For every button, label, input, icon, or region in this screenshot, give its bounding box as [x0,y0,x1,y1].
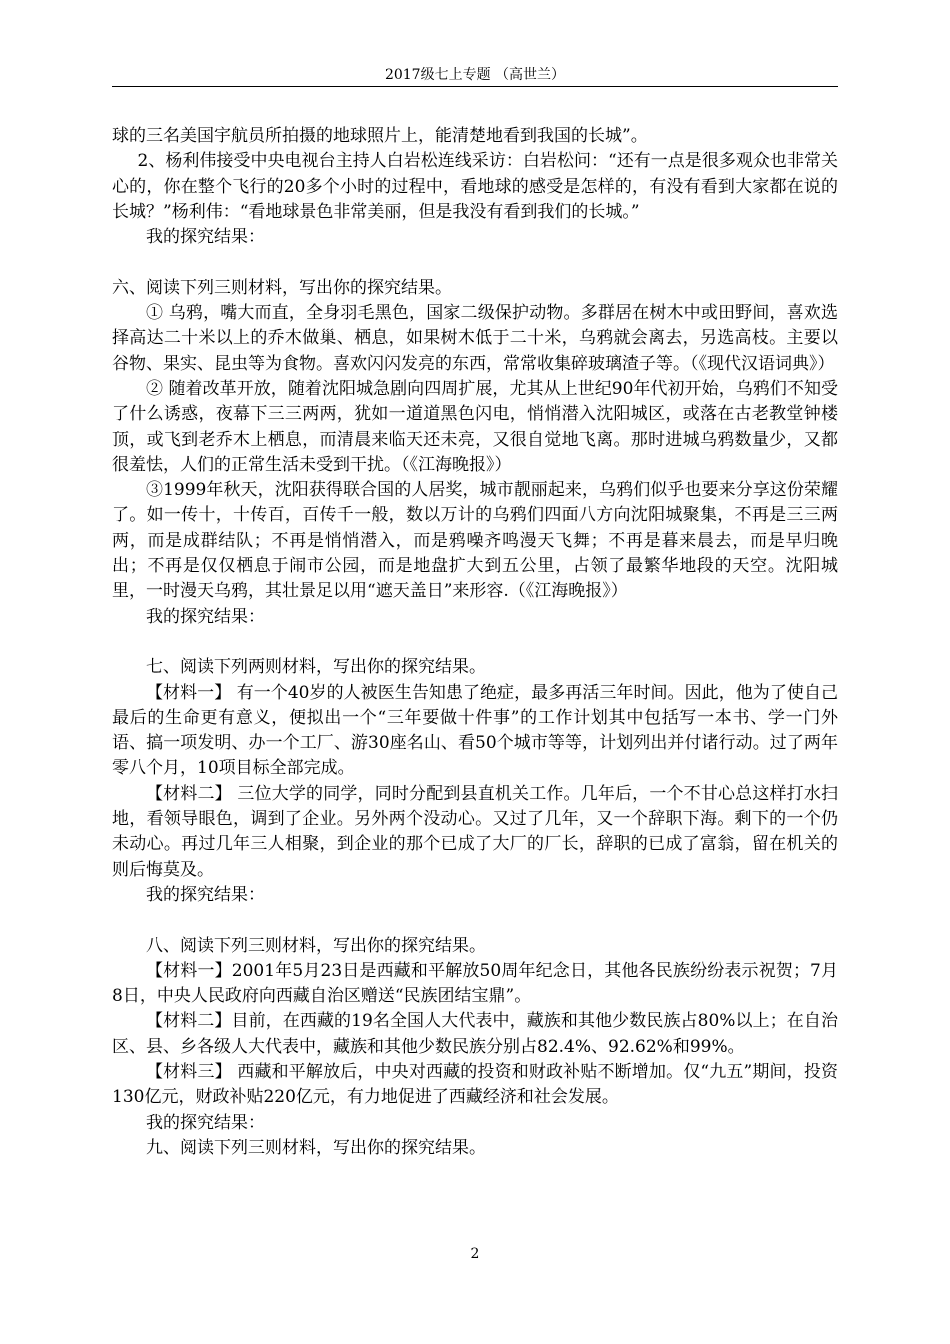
blank-line [112,250,838,275]
page-number: 2 [470,1246,480,1262]
section-6-title: 六、阅读下列三则材料，写出你的探究结果。 [112,277,452,298]
section-9-title: 九、阅读下列三则材料，写出你的探究结果。 [146,1137,486,1158]
section-8-material-3: 【材料三】 西藏和平解放后，中央对西藏的投资和财政补贴不断增加。仅“九五”期间，投资130亿元，财政补贴220亿元，有力地促进了西藏经济和社会发展。 [112,1061,838,1108]
blank-line [112,908,838,933]
section-8-material-1: 【材料一】2001年5月23日是西藏和平解放50周年纪念日，其他各民族纷纷表示祝贺；7月8日，中央人民政府向西藏自治区赠送“民族团结宝鼎”。 [112,960,838,1007]
section-8-material-2: 【材料二】目前，在西藏的19名全国人大代表中，藏族和其他少数民族占80%以上；在自治区、县、乡各级人大代表中，藏族和其他少数民族分别占82.4%、92.62%和99%。 [112,1011,838,1057]
page-header: 2017级七上专题 （高世兰） [384,67,566,83]
result-prompt: 我的探究结果： [146,227,265,248]
section-6-material-1: ① 乌鸦，嘴大而直，全身羽毛黑色，国家二级保护动物。多群居在树木中或田野间，喜欢选择高达二十米以上的乔木做巢、栖息，如果树木低于二十米，乌鸦就会离去，另选高枝。主要以谷物、果实、昆虫等为食物。喜欢闪闪发亮的东西，常常收集碎玻璃渣子等。（《现代汉语词典》） [112,303,838,374]
result-prompt: 我的探究结果： [146,1112,265,1133]
result-prompt: 我的探究结果： [146,884,265,905]
section-7-material-1: 【材料一】 有一个40岁的人被医生告知患了绝症，最多再活三年时间。因此，他为了使自己最后的生命更有意义，便拟出一个“三年要做十件事”的工作计划其中包括写一本书、学一门外语、搞一项发明、办一个工厂、游30座名山、看50个城市等等，计划列出并付诸行动。过了两年零八个月，10项目标全部完成。 [112,682,838,779]
header-divider [112,86,838,87]
result-prompt: 我的探究结果： [146,606,265,627]
section-7-material-2: 【材料二】 三位大学的同学，同时分配到县直机关工作。几年后，一个不甘心总这样打水扫地，看领导眼色，调到了企业。另外两个没动心。又过了几年，又一个辞职下海。剩下的一个仍未动心。再过几年三人相聚，到企业的那个已成了大厂的厂长，辞职的已成了富翁，留在机关的则后悔莫及。 [112,783,838,880]
section-8-title: 八、阅读下列三则材料，写出你的探究结果。 [146,935,486,956]
paragraph-continuation: 球的三名美国宇航员所拍摄的地球照片上，能清楚地看到我国的长城”。 [112,126,648,146]
paragraph-yang-liwei: 2、杨利伟接受中央电视台主持人白岩松连线采访：白岩松问：“还有一点是很多观众也非常关心的，你在整个飞行的20多个小时的过程中，看地球的感受是怎样的，有没有看到大家都在说的长城？”杨利伟：“看地球景色非常美丽，但是我没有看到我们的长城。” [112,151,838,222]
blank-line [112,630,838,655]
section-6-material-3: ③1999年秋天，沈阳获得联合国的人居奖，城市靓丽起来，乌鸦们似乎也要来分享这份荣耀了。如一传十，十传百，百传千一般，数以万计的乌鸦们四面八方向沈阳城聚集，不再是三三两两，而是成群结队；不再是悄悄潜入，而是鸦噪齐鸣漫天飞舞；不再是暮来晨去，而是早归晚出；不再是仅仅栖息于闹市公园，而是地盘扩大到五公里，占领了最繁华地段的天空。沈阳城里，一时漫天乌鸦，其壮景足以用“遮天盖日”来形容.（《江海晚报》） [112,480,838,602]
section-7-title: 七、阅读下列两则材料，写出你的探究结果。 [146,657,486,678]
section-6-material-2: ② 随着改革开放，随着沈阳城急剧向四周扩展，尤其从上世纪90年代初开始，乌鸦们不知受了什么诱惑，夜幕下三三两两，犹如一道道黑色闪电，悄悄潜入沈阳城区，或落在古老教堂钟楼顶，或飞到老乔木上栖息，而清晨来临天还未亮，又很自觉地飞离。那时进城乌鸦数量少，又都很羞怯，人们的正常生活未受到干扰。（《江海晚报》） [112,378,838,475]
document-body [112,124,838,1161]
